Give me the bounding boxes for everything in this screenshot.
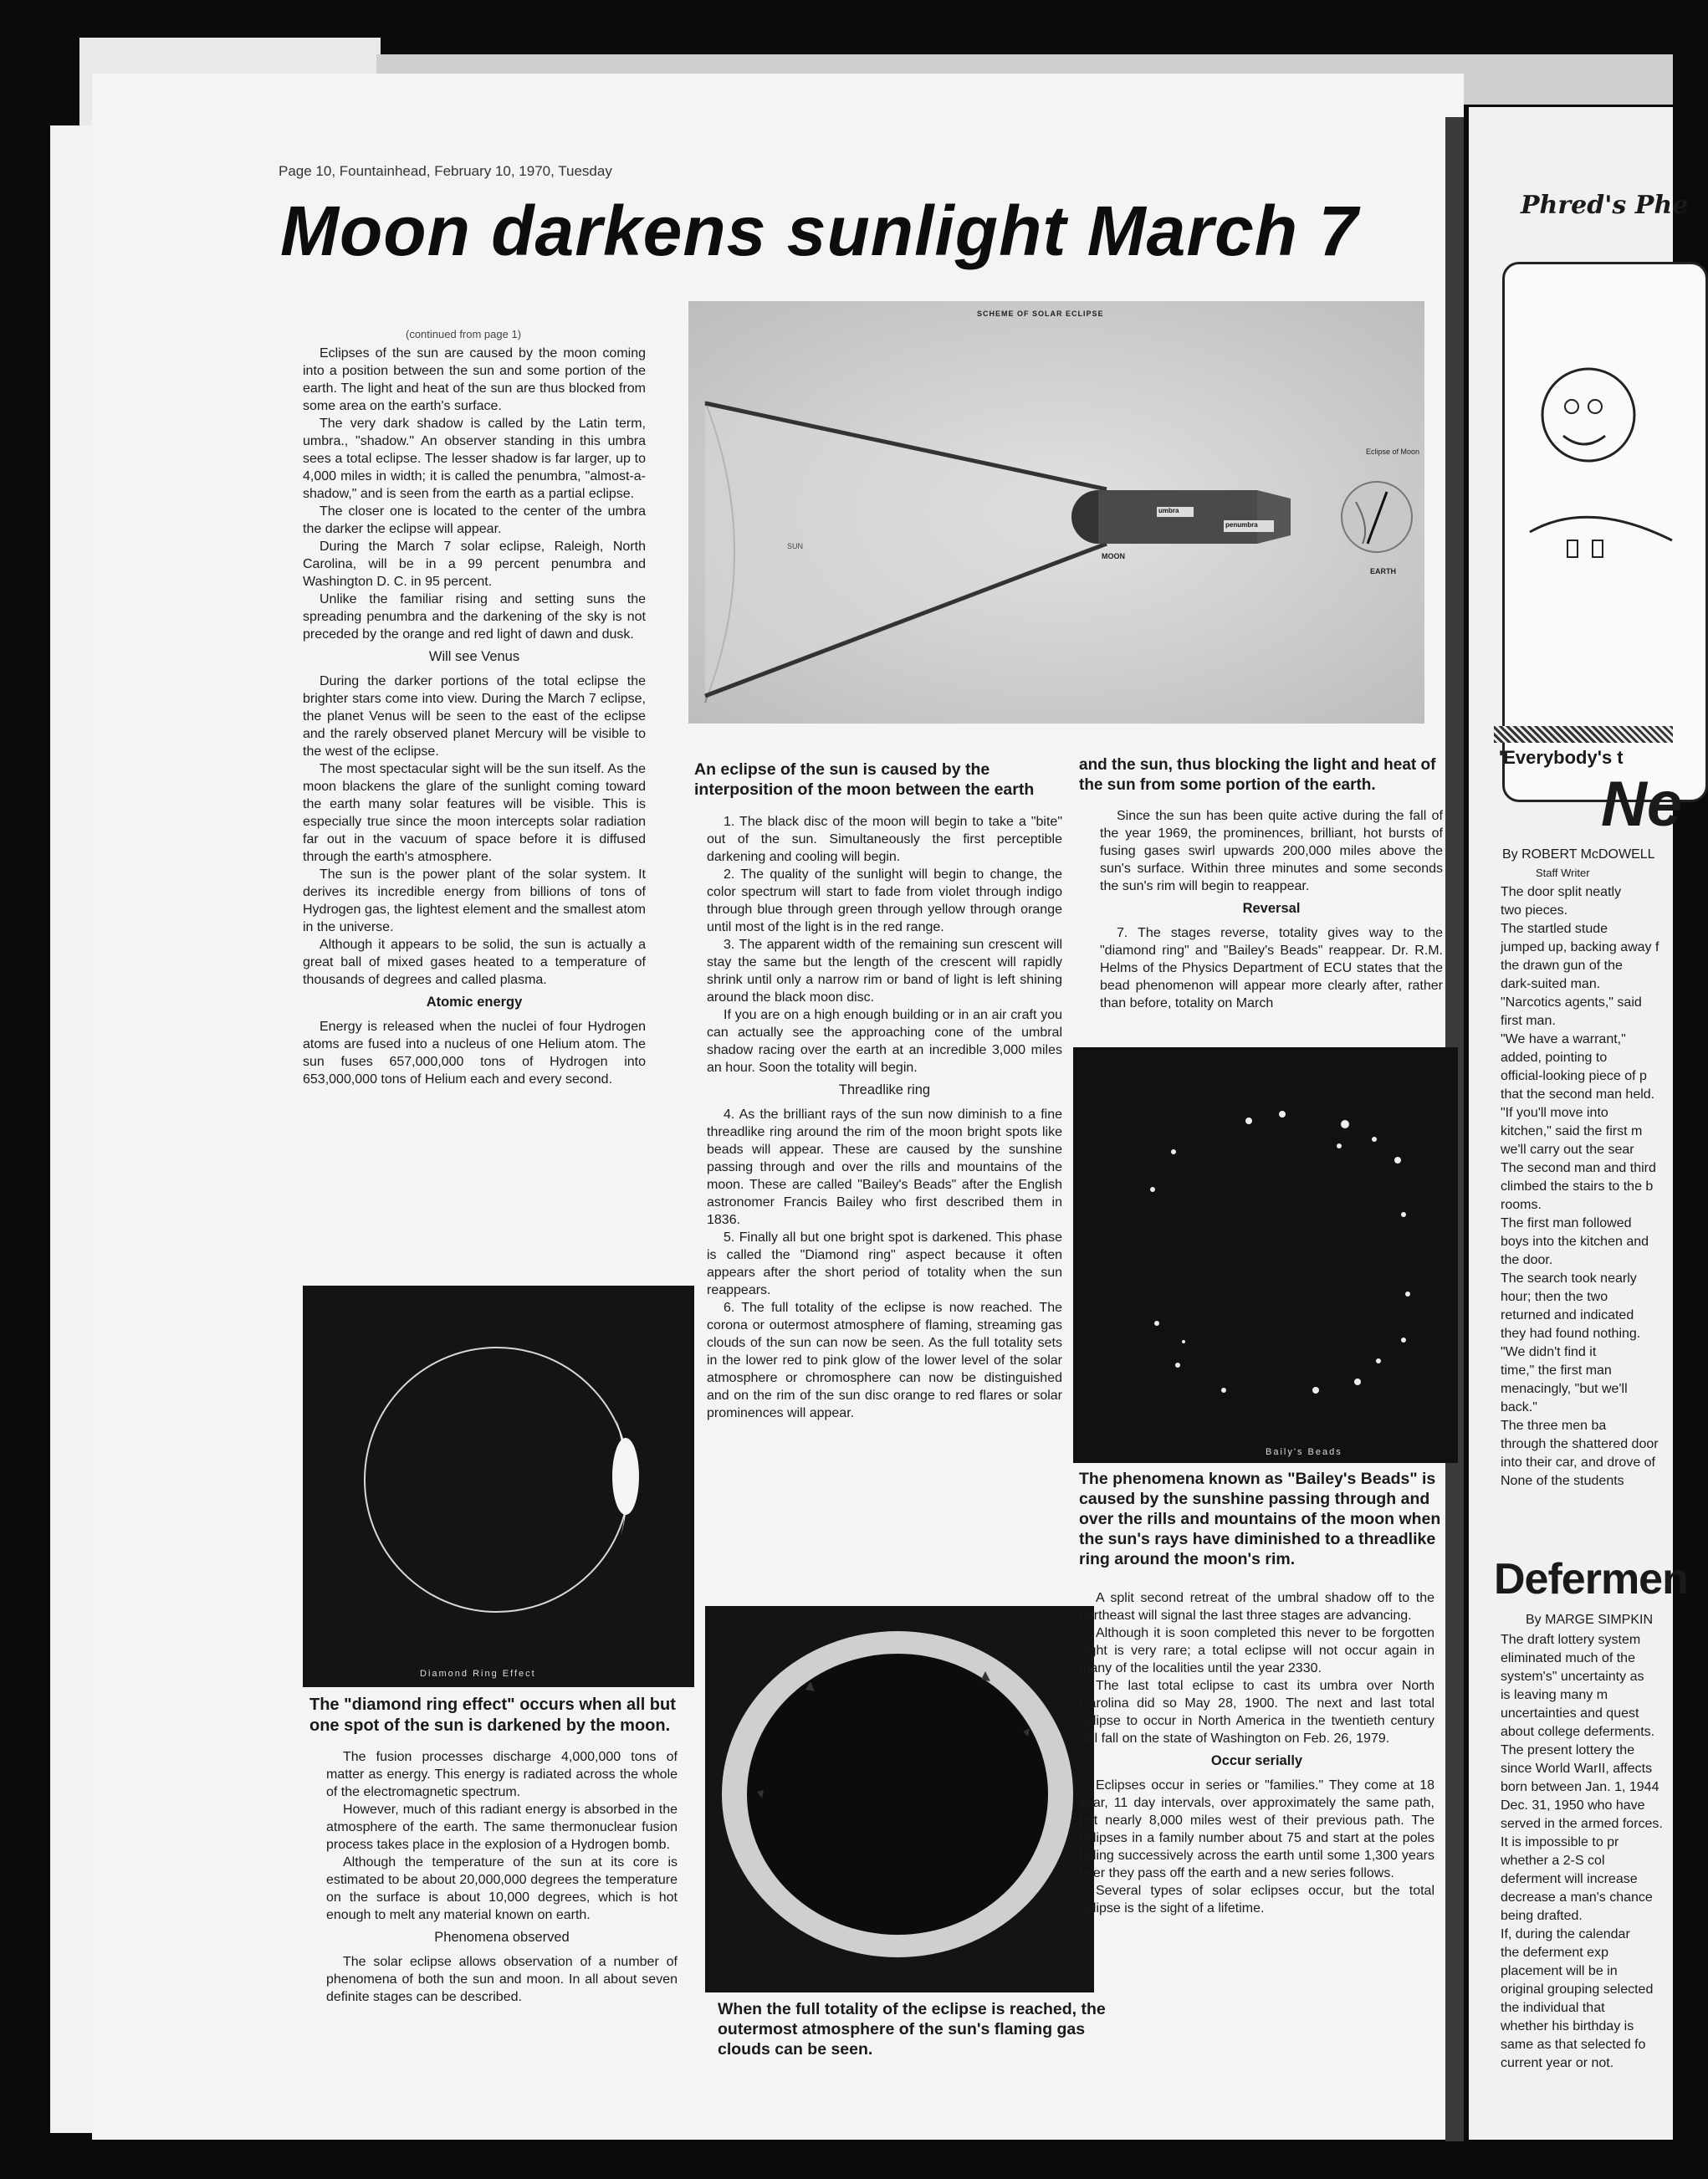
text-line: "We didn't find it xyxy=(1501,1345,1597,1359)
text-line: eliminated much of the xyxy=(1501,1651,1635,1665)
paragraph: The very dark shadow is called by the Latin term, umbra., "shadow." An observer standing in this umbra sees a total eclipse. The lesser shadow is far larger, up to 4,000 miles in width; it is called the penumbra, "almost-a-shadow," and is seen from the earth as a partial eclipse. xyxy=(303,417,646,501)
next-page xyxy=(1469,107,1689,2140)
paragraph: During the darker portions of the total eclipse the brighter stars come into view. During the March 7 eclipse, the planet Venus will be seen to the east of the eclipse and the rarely observed planet Mercury will be visible to the west of the eclipse. xyxy=(303,674,646,759)
col3-text-bottom xyxy=(1079,1589,1434,1917)
comic-drawing xyxy=(1505,264,1672,683)
paragraph: The closer one is located to the center of the umbra the darker the eclipse will appear. xyxy=(303,504,646,536)
text-line: into their car, and drove of xyxy=(1501,1455,1655,1470)
diagram-umbra-label: umbra xyxy=(1158,507,1179,514)
text-line: whether a 2-S col xyxy=(1501,1854,1605,1868)
col1-text-bottom xyxy=(326,1748,678,2006)
diamond-ring-image xyxy=(303,1286,694,1687)
folio: Page 10, Fountainhead, February 10, 1970, Tuesday xyxy=(279,163,612,179)
subhead-threadlike: Threadlike ring xyxy=(838,1082,931,1097)
text-line: placement will be in xyxy=(1501,1964,1618,1978)
text-line: uncertainties and quest xyxy=(1501,1706,1639,1721)
paragraph: A split second retreat of the umbral shadow off to the northeast will signal the last three stages are advancing. xyxy=(1079,1591,1434,1623)
paragraph: Eclipses occur in series or "families." They come at 18 year, 11 day intervals, over approximately the same path, but nearly 8,000 miles west of their previous path. The eclipses in a family number about 75 and start at the poles falling successively across the earth until some 1,300 years later they pass off the earth and a new series follows. xyxy=(1079,1778,1434,1880)
text-line: born between Jan. 1, 1944 xyxy=(1501,1780,1659,1794)
text-line: The present lottery the xyxy=(1501,1743,1635,1757)
corona-caption: When the full totality of the eclipse is reached, the outermost atmosphere of the sun's flaming gas clouds can be seen. xyxy=(718,2000,1106,2059)
eclipse-diagram-graphic xyxy=(688,301,1424,724)
diamond-ring-label: Diamond Ring Effect xyxy=(420,1669,536,1679)
text-line: original grouping selected xyxy=(1501,1982,1654,1997)
text-line: The startled stude xyxy=(1501,922,1608,936)
text-line: rooms. xyxy=(1501,1198,1542,1212)
text-line: the door. xyxy=(1501,1253,1553,1267)
paragraph: 2. The quality of the sunlight will begin to change, the color spectrum will start to fade from violet through indigo through blue through green through yellow through orange until most of the light is in the red range. xyxy=(707,867,1062,934)
text-line: we'll carry out the sear xyxy=(1501,1143,1634,1157)
text-line: The door split neatly xyxy=(1501,885,1622,899)
paragraph: 7. The stages reverse, totality gives way to the "diamond ring" and "Bailey's Beads" reappear. Dr. R.M. Helms of the Physics Department of ECU states that the bead phenomenon will appear more clearly after, rather than before, totality on March xyxy=(1100,926,1443,1010)
text-line: being drafted. xyxy=(1501,1909,1583,1923)
text-line: time," the first man xyxy=(1501,1363,1612,1378)
diagram-penumbra-label: penumbra xyxy=(1225,521,1258,529)
text-line: returned and indicated xyxy=(1501,1308,1634,1322)
paragraph: Eclipses of the sun are caused by the moon coming into a position between the sun and some portion of the earth. The light and heat of the sun are thus blocked from some area on the earth's surface. xyxy=(303,346,646,413)
text-line: The three men ba xyxy=(1501,1419,1607,1433)
text-line: "Narcotics agents," said xyxy=(1501,995,1642,1010)
text-line: two pieces. xyxy=(1501,903,1568,918)
text-line: kitchen," said the first m xyxy=(1501,1124,1643,1138)
subhead-reversal: Reversal xyxy=(1242,901,1301,916)
paragraph: The fusion processes discharge 4,000,000 tons of matter as energy. This energy is radiated across the whole of the electromagnetic spectrum. xyxy=(326,1750,678,1799)
subhead-phenomena: Phenomena observed xyxy=(434,1930,570,1945)
text-line: It is impossible to pr xyxy=(1501,1835,1619,1849)
paragraph: However, much of this radiant energy is absorbed in the atmosphere of the earth. The same thermonuclear fusion process takes place in the explosion of a Hydrogen bomb. xyxy=(326,1803,678,1852)
text-line: the drawn gun of the xyxy=(1501,959,1623,973)
text-line: "We have a warrant," xyxy=(1501,1032,1626,1046)
text-line: added, pointing to xyxy=(1501,1051,1608,1065)
diagram-sun-label: SUN xyxy=(787,542,804,550)
text-line: deferment will increase xyxy=(1501,1872,1638,1886)
subhead-venus: Will see Venus xyxy=(428,649,520,664)
text-line: through the shattered door xyxy=(1501,1437,1659,1451)
next-byline-2: By MARGE SIMPKIN xyxy=(1526,1613,1654,1627)
paragraph: Although it is soon completed this never to be forgotten sight is very rare; a total eclipse will not occur again in many of the localities until the year 2330. xyxy=(1079,1626,1434,1675)
subhead-atomic: Atomic energy xyxy=(426,995,523,1010)
text-line: The second man and third xyxy=(1501,1161,1656,1175)
corona-image xyxy=(705,1606,1094,1992)
diagram-earth-label: EARTH xyxy=(1370,567,1396,575)
paragraph: If you are on a high enough building or in an air craft you can actually see the approaching cone of the umbral shadow racing over the earth at an incredible 3,000 miles an hour. Soon the totality will begin. xyxy=(707,1008,1062,1075)
col2-text xyxy=(707,813,1062,1422)
paragraph: 3. The apparent width of the remaining sun crescent will stay the same but the length of the crescent will rapidly shrink until only a narrow rim or band of light is left shining around the black moon disc. xyxy=(707,938,1062,1005)
paragraph: 1. The black disc of the moon will begin to take a "bite" out of the sun. Simultaneously the first perceptible darkening and cooling will begin. xyxy=(707,815,1062,864)
paragraph: During the March 7 solar eclipse, Raleigh, North Carolina, will be in a 99 percent penumbra and Washington D. C. in 95 percent. xyxy=(303,540,646,589)
diamond-ring-caption: The "diamond ring effect" occurs when all but one spot of the sun is darkened by the moon. xyxy=(309,1696,676,1735)
next-kicker: 'Everybody's t xyxy=(1499,747,1624,768)
baileys-beads-caption: The phenomena known as "Bailey's Beads" is caused by the sunshine passing through and over the rills and mountains of the moon when the sun's rays have diminished to a threadlike ring around the moon's rim. xyxy=(1079,1470,1441,1568)
text-line: since World WarII, affects xyxy=(1501,1762,1653,1776)
next-headline-2: Defermen xyxy=(1494,1555,1688,1604)
paragraph: Several types of solar eclipses occur, but the total eclipse is the sight of a lifetime. xyxy=(1079,1884,1434,1916)
paragraph: 4. As the brilliant rays of the sun now diminish to a fine threadlike ring around the rim of the moon bright spots like beads will appear. These are caused by the sunshine passing through and over the rills and mountains of the moon. These are called "Bailey's Beads" after the English astronomer Francis Bailey who first described them in 1836. xyxy=(707,1107,1062,1227)
text-line: is leaving many m xyxy=(1501,1688,1608,1702)
text-line: official-looking piece of p xyxy=(1501,1069,1647,1083)
next-article-text xyxy=(1501,883,1676,1491)
text-line: current year or not. xyxy=(1501,2056,1614,2070)
continued-note: (continued from page 1) xyxy=(406,328,522,340)
text-line: jumped up, backing away f xyxy=(1501,940,1659,954)
text-line: The search took nearly xyxy=(1501,1271,1637,1286)
pattern-rule xyxy=(1494,726,1673,743)
diagram-moon-label: MOON xyxy=(1102,552,1125,560)
next-byline: By ROBERT McDOWELL xyxy=(1502,847,1655,862)
paragraph: Although it appears to be solid, the sun is actually a great ball of mixed gases heated to a temperature of thousands of degrees and called plasma. xyxy=(303,938,646,987)
text-line: about college deferments. xyxy=(1501,1725,1655,1739)
comic-panel xyxy=(1502,262,1708,802)
text-line: "If you'll move into xyxy=(1501,1106,1608,1120)
diamond-ring-photo xyxy=(303,1286,694,1687)
paragraph: Since the sun has been quite active during the fall of the year 1969, the prominences, brilliant, hot bursts of fusing gases swirl upwards 200,000 miles above the sun's surface. Within three minutes and some seconds the sun's rim will begin to reappear. xyxy=(1100,809,1443,893)
corona-photo xyxy=(705,1606,1094,1992)
col1-text-top xyxy=(303,345,646,1088)
text-line: system's" uncertainty as xyxy=(1501,1670,1644,1684)
diagram-eclipse-label: Eclipse of Moon xyxy=(1366,448,1420,456)
paragraph: The solar eclipse allows observation of a number of phenomena of both the sun and moon. In all about seven definite stages can be described. xyxy=(326,1955,678,2004)
baileys-beads-label: Baily's Beads xyxy=(1266,1447,1342,1457)
paragraph: 6. The full totality of the eclipse is now reached. The corona or outermost atmosphere of flaming, streaming gas clouds of the sun can now be seen. As the full totality sets in the lower red to pink glow of the lower level of the solar atmosphere or chromosphere can now be distinguished and on the rim of the sun disc orange to red flares or solar prominences will appear. xyxy=(707,1301,1062,1420)
eclipse-diagram xyxy=(688,301,1424,724)
next-headline: Ne xyxy=(1601,769,1683,840)
text-line: None of the students xyxy=(1501,1474,1624,1488)
text-line: that the second man held. xyxy=(1501,1087,1655,1102)
text-line: whether his birthday is xyxy=(1501,2019,1634,2033)
paragraph: The most spectacular sight will be the sun itself. As the moon blackens the glare of the sunlight coming toward the earth many solar features will be visible. This is especially true since the moon intercepts solar radiation far out in the vacuum of space before it is diffused through the earth's atmosphere. xyxy=(303,762,646,864)
text-line: The first man followed xyxy=(1501,1216,1632,1230)
paragraph: Unlike the familiar rising and setting suns the spreading penumbra and the darkening of the sky is not preceded by the orange and red light of dawn and dusk. xyxy=(303,592,646,642)
text-line: climbed the stairs to the b xyxy=(1501,1179,1654,1194)
next-byline-role: Staff Writer xyxy=(1536,867,1590,879)
baileys-beads-photo xyxy=(1073,1047,1458,1463)
text-line: first man. xyxy=(1501,1014,1556,1028)
text-line: same as that selected fo xyxy=(1501,2038,1646,2052)
diagram-caption: An eclipse of the sun is caused by the interposition of the moon between the earth xyxy=(694,760,1035,799)
paragraph: The sun is the power plant of the solar system. It derives its incredible energy from billions of tons of Hydrogen gas, the lightest element and the smallest atom in the universe. xyxy=(303,867,646,934)
paragraph: The last total eclipse to cast its umbra over North Carolina did so May 28, 1900. The next and last total eclipse to occur in North America in the twentieth century will fall on the state of Washington on Feb. 26, 1979. xyxy=(1079,1679,1434,1746)
text-line: boys into the kitchen and xyxy=(1501,1235,1649,1249)
headline: Moon darkens sunlight March 7 xyxy=(280,192,1359,270)
text-line: menacingly, "but we'll xyxy=(1501,1382,1628,1396)
text-line: they had found nothing. xyxy=(1501,1327,1641,1341)
paragraph: Energy is released when the nuclei of four Hydrogen atoms are fused into a nucleus of one Helium atom. The sun fuses 657,000,000 tons of Hydrogen into 653,000,000 tons of Helium each and every second. xyxy=(303,1020,646,1087)
subhead-serially: Occur serially xyxy=(1210,1753,1303,1768)
paragraph: 5. Finally all but one bright spot is darkened. This phase is called the "Diamond ring" aspect because it often appears after the short period of totality when the sun reappears. xyxy=(707,1230,1062,1297)
text-line: the individual that xyxy=(1501,2001,1605,2015)
text-line: Dec. 31, 1950 who have xyxy=(1501,1798,1645,1813)
diagram-title: SCHEME OF SOLAR ECLIPSE xyxy=(977,309,1104,318)
text-line: decrease a man's chance xyxy=(1501,1890,1653,1905)
paragraph: Although the temperature of the sun at its core is estimated to be about 20,000,000 degrees the temperature on the surface is about 10,000 degrees, which is hot enough to melt any material known on earth. xyxy=(326,1855,678,1922)
comic-title: Phred's Phe xyxy=(1521,191,1689,220)
text-line: the deferment exp xyxy=(1501,1946,1608,1960)
text-line: served in the armed forces. xyxy=(1501,1817,1663,1831)
text-line: The draft lottery system xyxy=(1501,1633,1641,1647)
text-line: hour; then the two xyxy=(1501,1290,1608,1304)
col3-text-top xyxy=(1100,807,1443,1012)
text-line: If, during the calendar xyxy=(1501,1927,1630,1941)
text-line: dark-suited man. xyxy=(1501,977,1601,991)
diagram-caption-cont: and the sun, thus blocking the light and heat of the sun from some portion of the earth. xyxy=(1079,756,1436,794)
next-article-2-text xyxy=(1501,1631,1676,2073)
text-line: back." xyxy=(1501,1400,1537,1414)
baileys-beads-image xyxy=(1073,1047,1458,1463)
